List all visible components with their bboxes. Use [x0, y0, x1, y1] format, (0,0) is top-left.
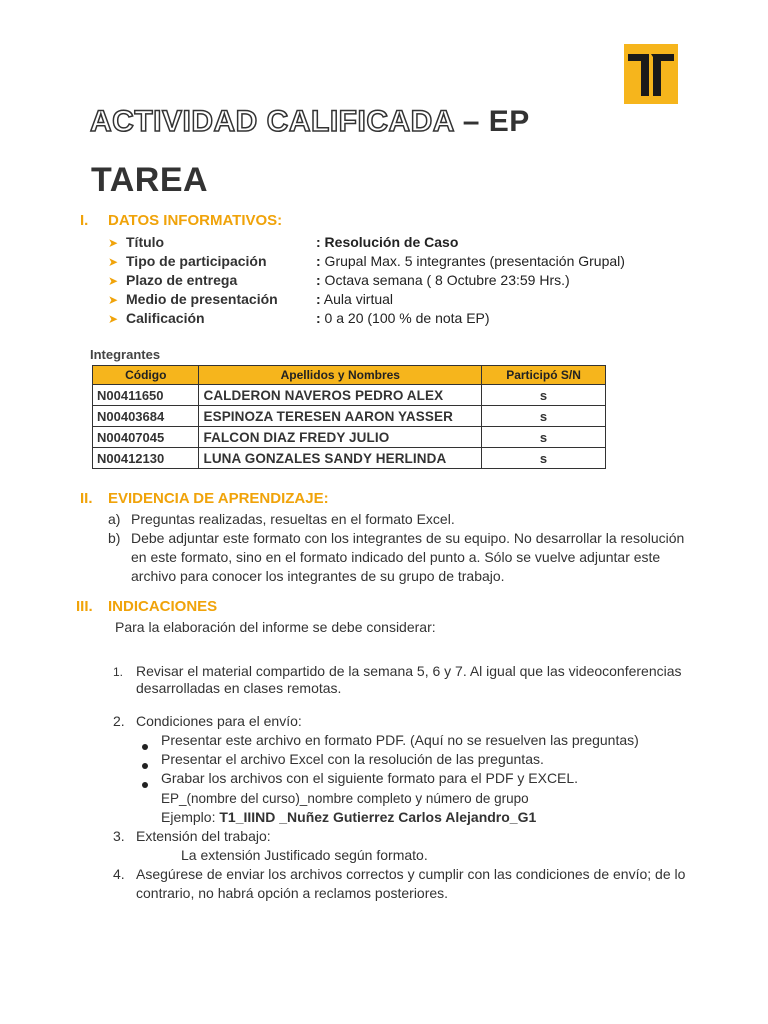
cell-codigo: N00407045 [93, 427, 199, 448]
item3-detail: La extensión Justificado según formato. [181, 847, 428, 863]
cell-participo: s [482, 427, 606, 448]
info-value: 0 a 20 (100 % de nota EP) [320, 310, 490, 326]
item4-line1: Asegúrese de enviar los archivos correctos y cumplir con las condiciones de envío; de lo [136, 866, 686, 882]
cell-nombre: ESPINOZA TERESEN AARON YASSER [199, 406, 482, 427]
cell-nombre: CALDERON NAVEROS PEDRO ALEX [199, 385, 482, 406]
table-header-row [93, 366, 606, 385]
title-dash: – [453, 105, 489, 138]
item2-bullet-2: Presentar el archivo Excel con la resolución de las preguntas. [161, 751, 544, 767]
integrantes-table [92, 365, 606, 469]
item4-line2: contrario, no habrá opción a reclamos posteriores. [136, 885, 449, 901]
item1-line2: desarrolladas en clases remotas. [136, 680, 342, 696]
info-value: Octava semana ( 8 Octubre 23:59 Hrs.) [320, 272, 570, 288]
arrow-bullet-icon: ➤ [108, 293, 119, 307]
info-label: Tipo de participación [126, 253, 267, 269]
item2-format-line: EP_(nombre del curso)_nombre completo y número de grupo [161, 791, 529, 806]
example-value: T1_IIIND _Nuñez Gutierrez Carlos Alejandro_G1 [219, 809, 537, 825]
column-header-nombres: Apellidos y Nombres [199, 366, 482, 385]
cell-participo: s [482, 448, 606, 469]
info-colon: : [316, 310, 321, 326]
item2-bullet-3: Grabar los archivos con el siguiente formato para el PDF y EXCEL. [161, 770, 579, 786]
item-marker-4: 4. [113, 866, 125, 882]
item3-text: Extensión del trabajo: [136, 828, 271, 844]
item-text-b-line2: en este formato, sino en el formato indicado del punto a. Sólo se vuelve adjuntar este [131, 549, 661, 565]
column-header-codigo: Código [93, 366, 199, 385]
item-marker-a: a) [108, 511, 121, 527]
page-subtitle: TAREA [91, 161, 209, 199]
cell-participo: s [482, 385, 606, 406]
table-row [93, 385, 606, 406]
cell-codigo: N00412130 [93, 448, 199, 469]
item2-bullet-1: Presentar este archivo en formato PDF. (Aquí no se resuelven las preguntas) [161, 732, 639, 748]
info-value: Aula virtual [320, 291, 394, 307]
section-number: III. [76, 598, 93, 615]
item-text-b-line1: Debe adjuntar este formato con los integrantes de su equipo. No desarrollar la resolución [131, 530, 685, 546]
section-number: I. [80, 212, 89, 229]
arrow-bullet-icon: ➤ [108, 255, 119, 269]
info-row-titulo [108, 233, 458, 252]
section-title: EVIDENCIA DE APRENDIZAJE: [108, 490, 329, 507]
indicaciones-intro: Para la elaboración del informe se debe considerar: [115, 619, 436, 635]
item-text-a: Preguntas realizadas, resueltas en el formato Excel. [131, 511, 455, 527]
info-colon: : [316, 291, 321, 307]
info-label: Medio de presentación [126, 291, 278, 307]
info-value: Resolución de Caso [320, 234, 459, 250]
info-row-calificacion [108, 309, 490, 328]
section-number: II. [80, 490, 93, 507]
arrow-bullet-icon: ➤ [108, 236, 119, 250]
info-label: Calificación [126, 310, 205, 326]
section-title: INDICACIONES [108, 598, 218, 615]
item-marker-b: b) [108, 530, 121, 546]
section-number-indicaciones [76, 598, 93, 616]
item2-example [161, 808, 536, 827]
info-label: Título [126, 234, 165, 250]
arrow-bullet-icon: ➤ [108, 312, 119, 326]
bullet-dot-icon [142, 776, 148, 794]
title-outline-text: ACTIVIDAD CALIFICADA [90, 105, 454, 138]
info-value: Grupal Max. 5 integrantes (presentación Grupal) [320, 253, 625, 269]
bullet-dot-icon [142, 757, 148, 775]
section-number-evidencia [80, 490, 93, 508]
section-title-datos [108, 212, 282, 230]
section-title-evidencia [108, 490, 329, 508]
section-heading-datos [80, 212, 88, 230]
table-row [93, 448, 606, 469]
info-label: Plazo de entrega [126, 272, 238, 288]
column-header-participo: Participó S/N [482, 366, 606, 385]
item-text-b-line3: archivo para conocer los integrantes de su grupo de trabajo. [131, 568, 505, 584]
cell-codigo: N00411650 [93, 385, 199, 406]
item-marker-1: 1. [113, 665, 124, 679]
example-label: Ejemplo: [161, 809, 220, 825]
table-row [93, 406, 606, 427]
info-row-tipo [108, 252, 625, 271]
info-row-plazo [108, 271, 570, 290]
page-title [90, 100, 530, 144]
integrantes-label: Integrantes [90, 347, 161, 362]
info-colon: : [316, 234, 321, 250]
cell-participo: s [482, 406, 606, 427]
section-title-indicaciones [108, 598, 217, 616]
cell-codigo: N00403684 [93, 406, 199, 427]
info-colon: : [316, 253, 321, 269]
item2-text: Condiciones para el envío: [136, 713, 302, 729]
info-row-medio [108, 290, 393, 309]
logo-icon [624, 44, 678, 104]
cell-nombre: LUNA GONZALES SANDY HERLINDA [199, 448, 482, 469]
arrow-bullet-icon: ➤ [108, 274, 119, 288]
item-marker-2: 2. [113, 713, 125, 729]
title-ep: EP [488, 105, 530, 138]
bullet-dot-icon [142, 738, 148, 756]
info-colon: : [316, 272, 321, 288]
section-title: DATOS INFORMATIVOS: [108, 212, 283, 229]
table-row [93, 427, 606, 448]
item-marker-3: 3. [113, 828, 125, 844]
cell-nombre: FALCON DIAZ FREDY JULIO [199, 427, 482, 448]
item1-line1: Revisar el material compartido de la semana 5, 6 y 7. Al igual que las videoconferencias [136, 663, 682, 679]
